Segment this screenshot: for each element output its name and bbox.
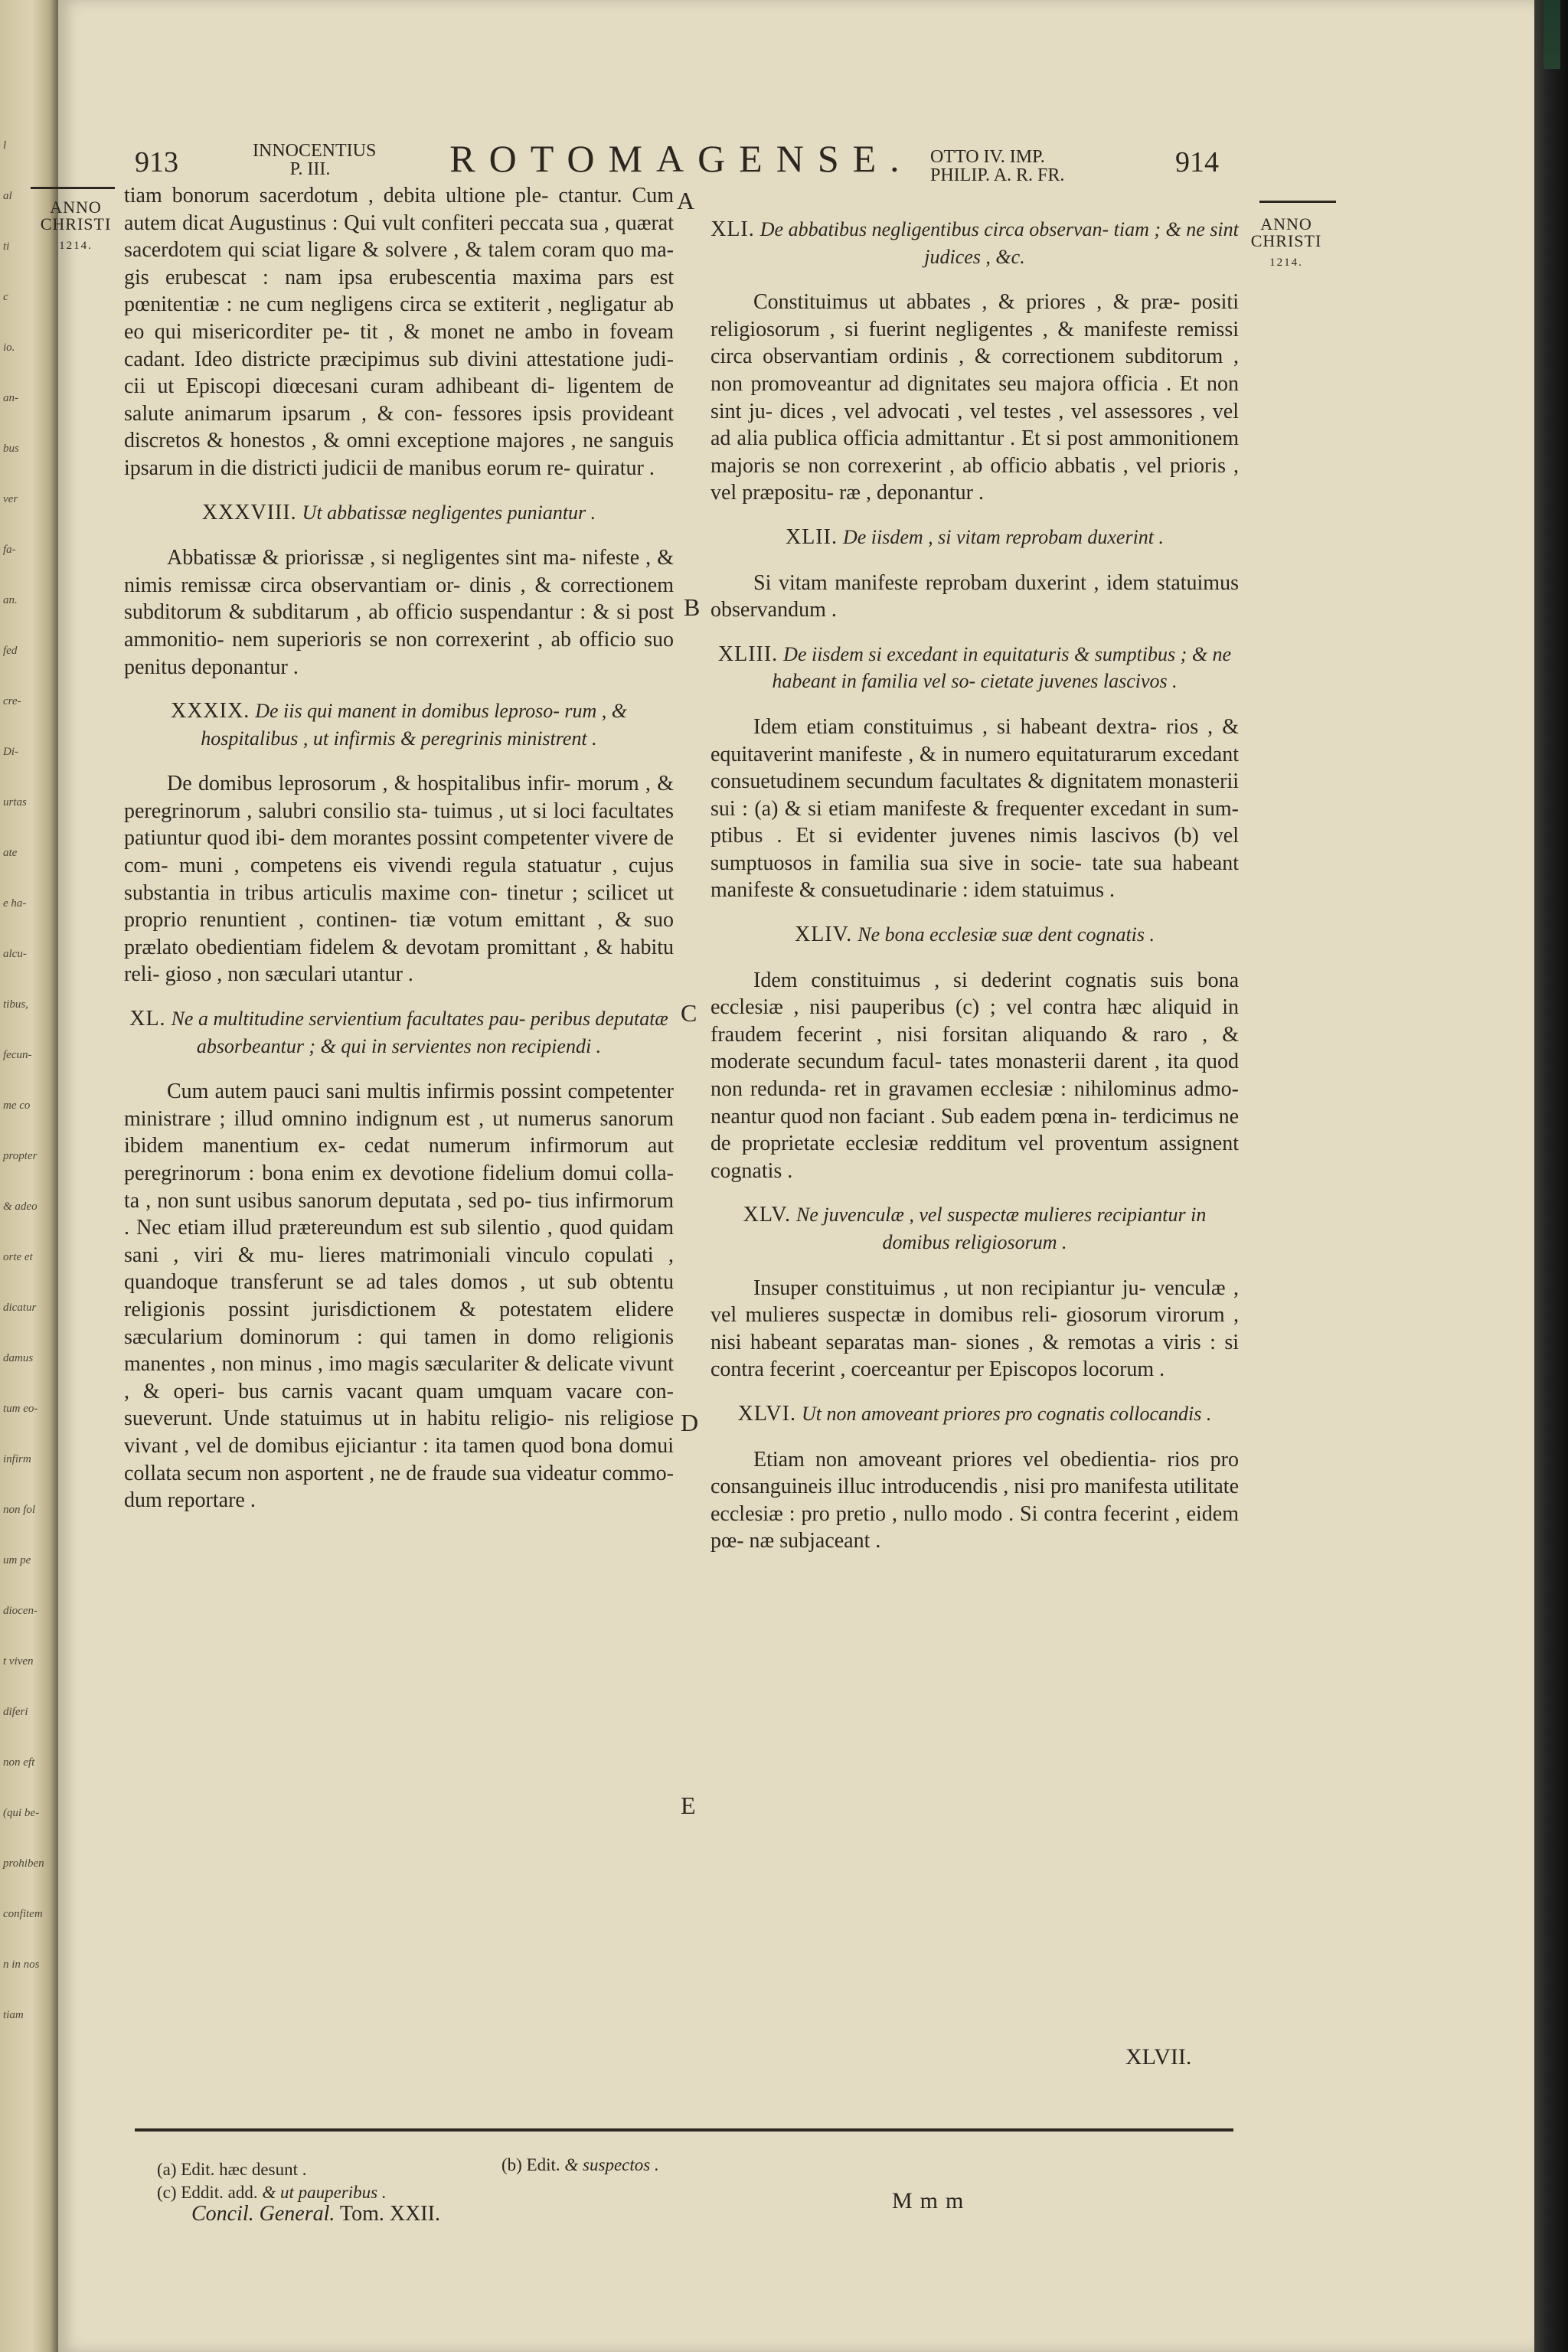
king-name: PHILIP. A. R. FR.	[930, 165, 1065, 185]
gutter-fragment: ver	[3, 493, 18, 505]
footnote-rule	[135, 2128, 1233, 2132]
gutter-fragment: ti	[3, 240, 10, 253]
gutter-fragment: infirm	[3, 1453, 31, 1465]
emperor-name: OTTO IV. IMP.	[930, 147, 1045, 167]
gutter-fragment: fed	[3, 645, 18, 657]
paragraph: Idem etiam constituimus , si habeant dextra- rios , & equitaverint manifeste , & in numero equitaturarum excedant consuetudinem secundum facultates & dignitatem monasterii sui : (a) & si etiam manifeste & frequenter excedant in sum- ptibus . Et si evidenter juvenes nimis lascivos (b) vel sumptuosos in familia sua sive in socie- tate sua habeant manifeste & consuetudinarie : idem statuimus .	[710, 714, 1239, 903]
heading-title: Ut abbatissæ negligentes puniantur .	[302, 501, 596, 524]
page-title: ROTOMAGENSE.	[449, 137, 913, 180]
left-column	[124, 182, 674, 1514]
sidenote-christi: CHRISTI	[40, 214, 112, 234]
heading-number: XL.	[129, 1007, 166, 1031]
book-edge	[1534, 0, 1568, 2352]
gutter-fragment: non fol	[3, 1504, 36, 1516]
margin-letter-b: B	[684, 593, 701, 621]
margin-letter-a: A	[677, 187, 695, 214]
heading-title: De iisdem si excedant in equitaturis & sumptibus ; & ne habeant in familia vel so- cietate juvenes lascivos .	[772, 642, 1232, 693]
sidenote-left	[34, 199, 118, 254]
gutter-fragment: io.	[3, 341, 15, 354]
heading-title: De iisdem , si vitam reprobam duxerint .	[842, 525, 1165, 548]
gutter-fragment: alcu-	[3, 948, 27, 960]
heading-number: XXXVIII.	[201, 500, 297, 524]
heading-title: Ne juvenculæ , vel suspectæ mulieres recipiantur in domibus religiosorum .	[796, 1204, 1207, 1253]
gutter-fragment: orte et	[3, 1251, 33, 1263]
header-rulers	[930, 148, 1099, 185]
section-heading	[124, 1005, 674, 1060]
gutter-fragment: n in nos	[3, 1958, 40, 1971]
footnote-c-label: (c) Eddit. add.	[157, 2183, 258, 2202]
gutter-fragment: um pe	[3, 1554, 31, 1566]
section-heading	[710, 641, 1239, 695]
paragraph: Si vitam manifeste reprobam duxerint , idem statuimus observandum .	[710, 570, 1239, 622]
signature-mark: Mmm	[892, 2188, 972, 2213]
margin-letter-c: C	[681, 999, 697, 1027]
gutter-fragment: Di-	[3, 746, 18, 758]
heading-number: XLII.	[785, 524, 838, 549]
gutter-fragment: fa-	[3, 544, 16, 556]
pope-name: INNOCENTIUS	[253, 141, 377, 161]
sidenote-right	[1244, 216, 1328, 271]
gutter-fragment: an-	[3, 392, 18, 404]
gutter-fragment: diocen-	[3, 1605, 38, 1617]
gutter-fragment: (qui be-	[3, 1807, 40, 1819]
section-heading	[710, 921, 1239, 949]
paragraph: Insuper constituimus , ut non recipiantur ju- venculæ , vel mulieres suspectæ in domibus reli- giosorum virorum , nisi habeant separatas man- siones , & remotas a viris : si contra fecerint , coerceantur per Episcopos locorum .	[710, 1276, 1239, 1382]
heading-title: Ne a multitudine servientium facultates pau- peribus deputatæ absorbeantur ; & qui in servientes non recipiendi .	[171, 1008, 668, 1057]
gutter-fragment: propter	[3, 1150, 38, 1162]
footnote-b-label: (b) Edit.	[501, 2155, 560, 2174]
heading-title: De iis qui manent in domibus leproso- rum , & hospitalibus , ut infirmis & peregrinis ministrent .	[201, 700, 628, 750]
section-heading	[710, 1201, 1239, 1256]
section-heading	[124, 697, 674, 752]
gutter-fragment: cre-	[3, 695, 21, 707]
paragraph: Abbatissæ & priorissæ , si negligentes sint ma- nifeste , & nimis remissæ circa observantiam or- dinis , & correctionem subditorum & subditarum , ab officio suspendantur : & si post ammonitio- nem superioris se non correxerint , ab officio suo penitus deponantur .	[124, 546, 674, 679]
gutter-fragment: ate	[3, 847, 18, 859]
heading-number: XLI.	[710, 217, 755, 241]
page-number-right: 914	[1175, 146, 1219, 178]
gutter-fragment: t viven	[3, 1655, 34, 1668]
heading-number: XLVI.	[737, 1401, 796, 1426]
paragraph: Cum autem pauci sani multis infirmis possint competenter ministrare ; illud omnino indignum est , ut numerus sanorum ibidem manentium ex- cedat numerum infirmorum aut peregrinorum : bona enim ex devotione fidelium domui colla- ta , non sunt usibus sanorum deputata , sed po- tius infirmorum . Nec etiam illud prætereundum est sub silentio , quod quidam sani , viri & mu- lieres matrimoniali vinculo copulati , quandoque transferunt se ad tales domos , ut sub obtentu religionis possint jurisdictionem & potestatem elidere sæcularium dominorum : qui tamen in domo religionis manentes , non minus , imo magis sæculariter & delicate vivunt , & operi- bus carnis vacant quam umquam vacare con- sueverunt. Unde statuimus ut in habitu religio- nis religiose vivant , vel de domibus ejiciantur : ita tamen quod bona domui collata secum non asportent , ne de fraude sua videatur commo- dum reportare .	[124, 1080, 674, 1513]
heading-number: XLV.	[743, 1203, 792, 1227]
paragraph: De domibus leprosorum , & hospitalibus infir- morum , & peregrinorum , salubri consilio sta- tuimus , ut si loci facultates patiuntur quod ibi- dem morantes possint competenter vivere de com- muni , competens eis vivendi regula statuatur , cujus substantia in tribus articulis maxime con- tinetur ; scilicet ut proprio renuntient , continen- tiæ votum emittant , & suo prælato obedientiam fidelem & devotam promittant , & habitu reli- gioso , non sæculari utantur .	[124, 772, 674, 987]
book-edge-marker	[1544, 0, 1560, 69]
margin-letter-d: D	[681, 1409, 699, 1436]
gutter-fragment: confitem	[3, 1908, 43, 1920]
gutter-fragment: c	[3, 291, 8, 303]
gutter-fragment: urtas	[3, 796, 27, 808]
gutter-fragment: tiam	[3, 2009, 24, 2021]
sidenote-year: 1214.	[1269, 256, 1303, 269]
gutter-fragment: e ha-	[3, 897, 27, 910]
header-rule-right	[1259, 201, 1336, 203]
volume-line	[191, 2203, 440, 2225]
heading-title: Ut non amoveant priores pro cognatis collocandis .	[801, 1402, 1212, 1425]
gutter-fragment: non eft	[3, 1756, 35, 1769]
gutter-fragment: bus	[3, 443, 19, 455]
sidenote-anno: ANNO	[1260, 214, 1312, 234]
section-heading	[124, 499, 674, 527]
gutter-fragment: fecun-	[3, 1049, 32, 1061]
header-pope	[253, 141, 377, 179]
margin-letter-e: E	[681, 1792, 696, 1819]
gutter-fragment: & adeo	[3, 1200, 38, 1213]
catchword: XLVII.	[1125, 2044, 1192, 2069]
header-rule-left	[31, 187, 115, 189]
footnote-a: (a) Edit. hæc desunt .	[157, 2160, 307, 2179]
page-number-left: 913	[135, 146, 178, 178]
gutter-fragment: me co	[3, 1099, 31, 1112]
paragraph: Idem constituimus , si dederint cognatis suis bona ecclesiæ , nisi pauperibus (c) ; vel contra hæc aliquid in fraudem fecerint , nisi forsitan aliquando & raro , & moderate secundum facul- tates monasterii darent , ita quod non redunda- ret in gravamen ecclesiæ : nihilominus admo- neantur quod non faciant . Sub eadem pœna in- terdicimus ne de proprietate ecclesiæ redditum vel proventum assignent cognatis .	[710, 968, 1239, 1183]
gutter-fragment: prohiben	[3, 1857, 44, 1870]
right-column	[710, 205, 1239, 1555]
gutter-fragment: diferi	[3, 1706, 28, 1718]
section-heading	[710, 1400, 1239, 1428]
heading-number: XLIII.	[717, 642, 779, 666]
gutter-fragment: tum eo-	[3, 1403, 38, 1415]
footnote-c-text: & ut pauperibus .	[262, 2183, 387, 2202]
sidenote-year: 1214.	[59, 240, 93, 252]
gutter-fragment: al	[3, 190, 12, 202]
pope-sub: P. III.	[289, 159, 331, 179]
heading-title: De abbatibus negligentibus circa observan- tiam ; & ne sint judices , &c.	[760, 218, 1239, 268]
footnote-b	[501, 2154, 659, 2176]
section-heading	[710, 524, 1239, 551]
paragraph: Etiam non amoveant priores vel obedientia- rios pro consanguineis illuc introducendis , nisi pro manifesta utilitate ecclesiæ : pro pretio , nullo modo . Si contra fecerint , eidem pœ- næ subjaceant .	[710, 1447, 1239, 1553]
tome-number: Tom. XXII.	[339, 2202, 440, 2226]
series-name: Concil. General.	[191, 2202, 335, 2226]
sidenote-christi: CHRISTI	[1250, 231, 1322, 250]
heading-number: XXXIX.	[170, 699, 250, 724]
heading-title: Ne bona ecclesiæ suæ dent cognatis .	[858, 923, 1155, 946]
footnote-c	[157, 2182, 387, 2203]
sidenote-anno: ANNO	[50, 198, 102, 217]
gutter-fragment: l	[3, 139, 7, 152]
section-heading	[710, 216, 1239, 270]
footnote-b-text: & suspectos .	[564, 2155, 659, 2174]
gutter-fragment: damus	[3, 1352, 34, 1364]
gutter-fragment: tibus,	[3, 998, 28, 1011]
heading-number: XLIV.	[794, 923, 853, 947]
gutter-fragment: an.	[3, 594, 18, 606]
paragraph: tiam bonorum sacerdotum , debita ultione ple- ctantur. Cum autem dicat Augustinus : Qui vult confiteri peccata sua , quærat sacerdotem qui sciat ligare & solvere , & talem coram quo ma- gis erubescat : nam ipsa erubescentia maxima pars est pœnitentiæ : ne cum negligens circa se extiterit , negligatur ab eo qui misericorditer pe- tit , & monet ne ambo in foveam cadant. Ideo districte præcipimus sub divini attestatione judi- cii ut Episcopi diœcesani curam adhibeant di- ligentem de salute animarum ipsarum , & con- fessores ipsis provideant discretos & honestos , & omni exceptione majores , ne sanguis ipsarum in die districti judicii de manibus eorum re- quiratur .	[124, 184, 674, 480]
gutter-fragment: dicatur	[3, 1302, 37, 1314]
paragraph: Constituimus ut abbates , & priores , & præ- positi religiosorum , si fuerint negligentes , & manifeste remissi circa observantiam ordinis , & correctionem subditorum , non promoveantur ad dignitates seu majora officia . Et non sint ju- dices , vel advocati , vel testes , vel assessores , vel ad alia publica officia admittantur . Et si post ammonitionem majoris se non correxerint , ab officio abbatis , vel prioris , vel præpositu- ræ , deponantur .	[710, 290, 1239, 505]
